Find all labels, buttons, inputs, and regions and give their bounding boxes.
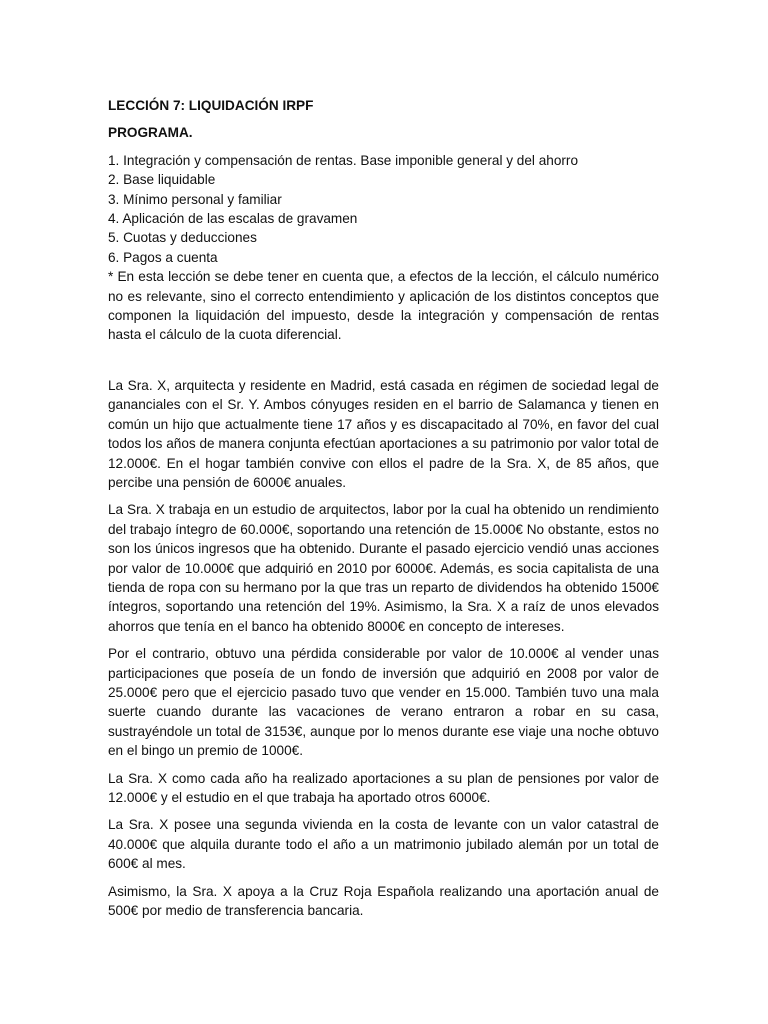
program-item-3: 3. Mínimo personal y familiar: [108, 191, 282, 207]
lesson-note: * En esta lección se debe tener en cuenta que, a efectos de la lección, el cálculo numérico no es relevante, sino el correcto entendimiento y aplicación de los distintos conceptos que componen la liquidación del impuesto, desde la integración y compensación de rentas hasta el cálculo de la cuota diferencial.: [108, 269, 659, 343]
lesson-title: LECCIÓN 7: LIQUIDACIÓN IRPF: [108, 98, 314, 113]
document-page: [108, 96, 659, 928]
program-list: [108, 151, 659, 267]
case-paragraph-6: Asimismo, la Sra. X apoya a la Cruz Roja Española realizando una aportación anual de 500€ por medio de transferencia bancaria.: [108, 883, 659, 919]
program-heading: PROGRAMA.: [108, 125, 193, 141]
case-paragraph-2: La Sra. X trabaja en un estudio de arquitectos, labor por la cual ha obtenido un rendimiento del trabajo íntegro de 60.000€, soportando una retención de 15.000€ No obstante, estos no son los únicos ingresos que ha obtenido. Durante el pasado ejercicio vendió unas acciones por valor de 10.000€ que adquirió en 2010 por 6000€. Además, es socia capitalista de una tienda de ropa con su hermano por la que tras un reparto de dividendos ha obtenido 1500€ íntegros, soportando una retención del 19%. Asimismo, la Sra. X a raíz de unos elevados ahorros que tenía en el banco ha obtenido 8000€ en concepto de intereses.: [108, 502, 659, 634]
program-item-2: 2. Base liquidable: [108, 172, 216, 188]
program-item-1: 1. Integración y compensación de rentas. Base imponible general y del ahorro: [108, 152, 579, 168]
case-paragraph-4: La Sra. X como cada año ha realizado aportaciones a su plan de pensiones por valor de 12.000€ y el estudio en el que trabaja ha aportado otros 6000€.: [108, 770, 659, 805]
program-item-6: 6. Pagos a cuenta: [108, 249, 218, 265]
program-item-4: 4. Aplicación de las escalas de gravamen: [108, 211, 358, 227]
section-spacer: [108, 345, 659, 376]
case-paragraph-1: La Sra. X, arquitecta y residente en Madrid, está casada en régimen de sociedad legal de gananciales con el Sr. Y. Ambos cónyuges residen en el barrio de Salamanca y tienen en común un hijo que actualmente tiene 17 años y es discapacitado al 70%, en favor del cual todos los años de manera conjunta efectúan aportaciones a su patrimonio por valor total de 12.000€. En el hogar también convive con ellos el padre de la Sra. X, de 85 años, que percibe una pensión de 6000€ anuales.: [108, 377, 659, 490]
case-paragraph-3: Por el contrario, obtuvo una pérdida considerable por valor de 10.000€ al vender unas participaciones que poseía de un fondo de inversión que adquirió en 2008 por valor de 25.000€ pero que el ejercicio pasado tuvo que vender en 15.000. También tuvo una mala suerte cuando durante las vacaciones de verano entraron a robar en su casa, sustrayéndole un total de 3153€, aunque por lo menos durante ese viaje una noche obtuvo en el bingo un premio de 1000€.: [108, 646, 659, 759]
program-item-5: 5. Cuotas y deducciones: [108, 230, 257, 246]
case-paragraph-5: La Sra. X posee una segunda vivienda en la costa de levante con un valor catastral de 40.000€ que alquila durante todo el año a un matrimonio jubilado alemán por un total de 600€ al mes.: [108, 817, 659, 872]
